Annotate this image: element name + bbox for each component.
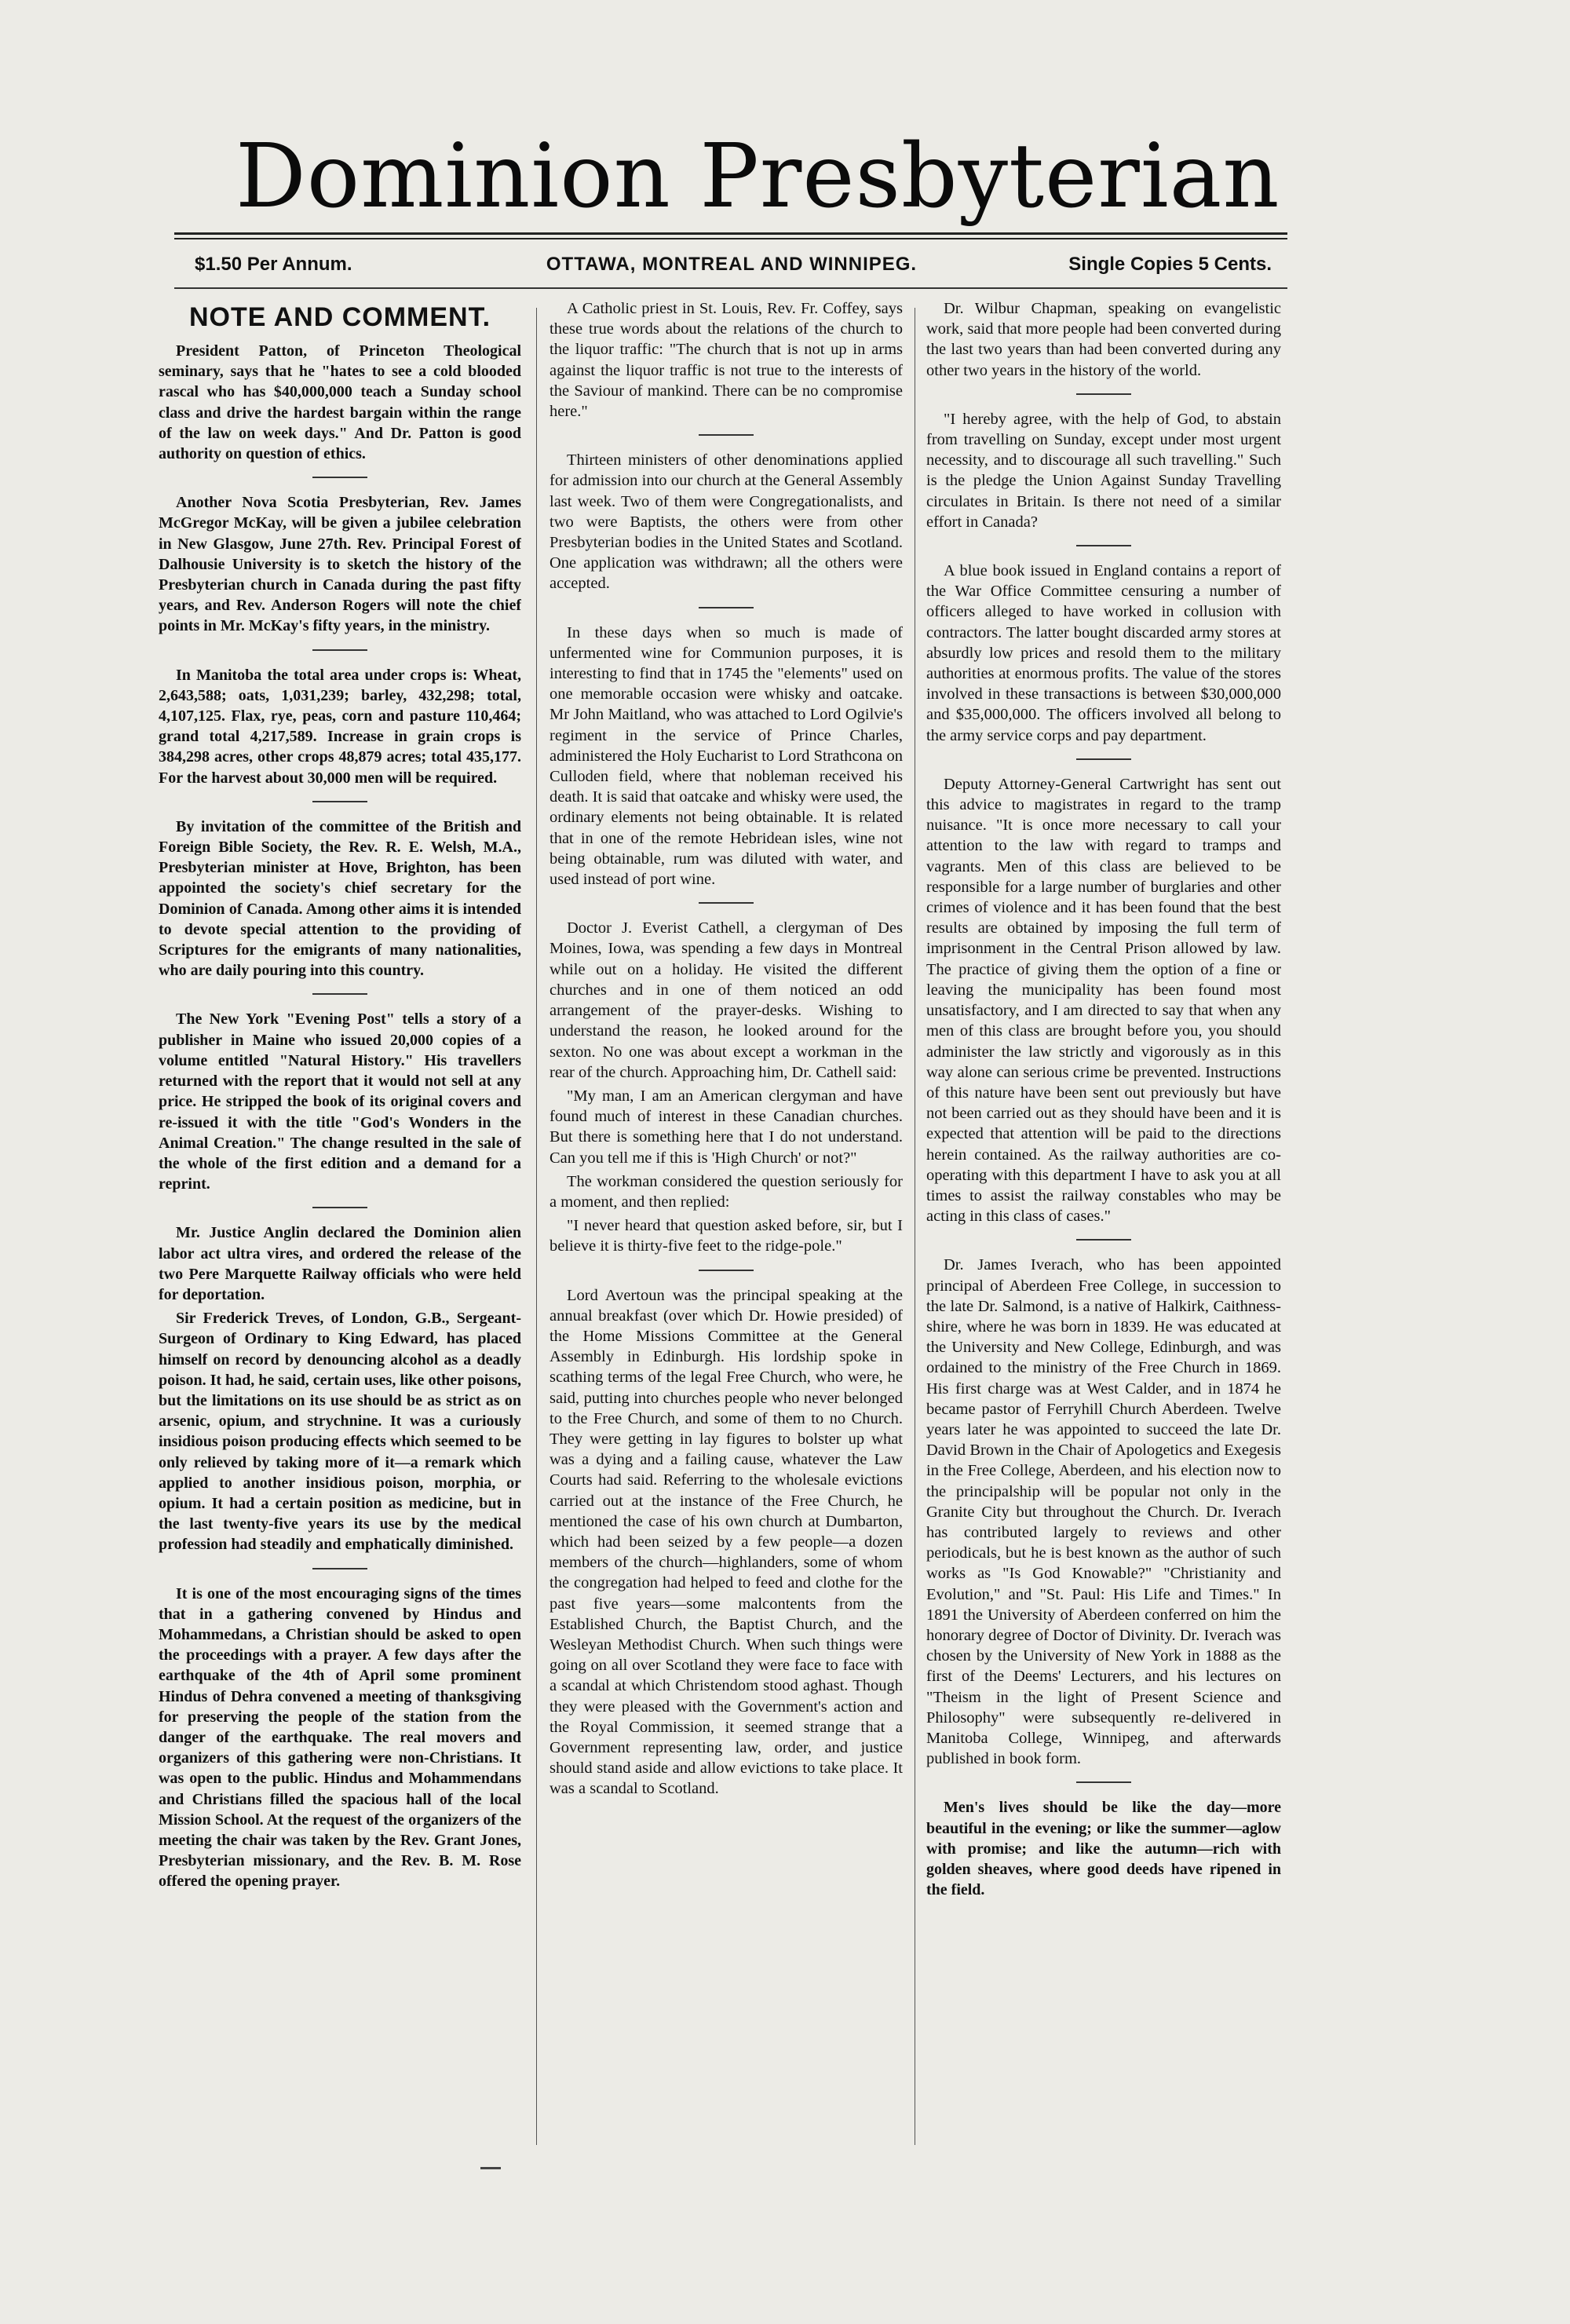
masthead-title: Dominion Presbyterian: [236, 126, 1280, 228]
subscription-price: $1.50 Per Annum.: [195, 254, 352, 275]
section-heading: NOTE AND COMMENT.: [188, 302, 491, 332]
article-paragraph: A blue book issued in England contains a report of the War Office Committee censuring a number of officers alleged to have worked in collusion with contractors. The latter bought discarded army stores at absurdly low prices and resold them to the military authorities at enormous profits. The value of the stores involved in these transactions is between $30,000,000 and $35,000,000. The officers involved all belong to the army service corps and pay department.: [926, 562, 1281, 744]
article-separator: [312, 1207, 367, 1208]
bottom-printer-mark: [480, 2167, 501, 2169]
article-separator: [312, 993, 367, 995]
article-paragraph: Doctor J. Everist Cathell, a clergyman of Des Moines, Iowa, was spending a few days in Montreal while out on a holiday. He visited the different churches and in one of them noticed an odd arrangement of the prayer-desks. Wishing to understand the reason, he looked around for the sexton. No one was about except a workman in the rear of the church. Approaching him, Dr. Cathell said:: [550, 919, 903, 1081]
column-1: [159, 298, 521, 2128]
article-paragraph: By invitation of the committee of the British and Foreign Bible Society, the Rev. R. E. Welsh, M.A., Presbyterian minister at Hove, Brighton, has been appointed the society's chief secretary for the Dominion of Canada. Among other aims it is intended to devote special attention to the providing of Scriptures for the emigrants of many nationalities, who are daily pouring into this country.: [159, 817, 521, 980]
article-paragraph: In these days when so much is made of unfermented wine for Communion purposes, it is interesting to find that in 1745 the "elements" used on one memorable occasion were whisky and oatcake. Mr John Maitland, who was attached to Lord Ogilvie's regiment in the service of Prince Charles, administered the Holy Eucharist to Lord Strathcona on Culloden field, where that nobleman received his death. It is said that oatcake and whisky were used, the ordinary elements not being obtainable. It is related that in one of the remote Hebridean isles, wine not being obtainable, rum was diluted with water, and used instead of port wine.: [550, 623, 903, 889]
article-paragraph: Dr. Wilbur Chapman, speaking on evangelistic work, said that more people had been converted during the last two years than had been converted during any other two years in the history of the world.: [926, 300, 1281, 379]
article-paragraph: It is one of the most encouraging signs of the times that in a gathering convened by Hindus and Mohammedans, a Christian should be asked to open the proceedings with a prayer. A few days after the earthquake of the 4th of April some prominent Hindus of Dehra convened a meeting of thanksgiving for preserving the people of the station from the danger of the earthquake. The real movers and organizers of this gathering were non-Christians. It was open to the public. Hindus and Mohammendans and Christians filled the spacious hall of the local Mission School. At the request of the organizers of the meeting the chair was taken by the Rev. Grant Jones, Presbyterian missionary, and the Rev. B. M. Rose offered the opening prayer.: [159, 1584, 521, 1891]
single-copy-price: Single Copies 5 Cents.: [1068, 254, 1272, 275]
article-paragraph: "I hereby agree, with the help of God, to abstain from travelling on Sunday, except under most urgent necessity, and to discourage all such travelling." Such is the pledge the Union Against Sunday Travelling circulates in Britain. Is there not need of a similar effort in Canada?: [926, 410, 1281, 531]
article-paragraph: A Catholic priest in St. Louis, Rev. Fr. Coffey, says these true words about the relations of the church to the liquor traffic: "The church that is not up in arms against the liquor traffic is not true to the interests of the Saviour of mankind. There can be no compromise here.": [550, 300, 903, 421]
article-paragraph: Deputy Attorney-General Cartwright has sent out this advice to magistrates in regard to the tramp nuisance. "It is once more necessary to call your attention to the law with regard to tramps and vagrants. Men of this class are believed to be responsible for a large number of burglaries and other crimes of violence and it has been found that the best results are obtained by imposing the full term of imprisonment in the Central Prison allowed by law. The practice of giving them the option of a fine or leaving the municipality has been found most unsatisfactory, and I am directed to say that when any men of this class are brought before you, you should administer the law strictly and vigorously as in this way alone can serious crime be prevented. Instructions of this nature have been sent out previously but have not been carried out as they should have been and it is expected that attention will be paid to the directions herein contained. As the railway authorities are co-operating with this department I have to ask you at all times to assist the railway constables who may be acting in this class of cases.": [926, 775, 1281, 1226]
article-paragraph: Sir Frederick Treves, of London, G.B., Sergeant-Surgeon of Ordinary to King Edward, has placed himself on record by denouncing alcohol as a deadly poison. It had, he said, certain uses, like other poisons, but the limitations on its use should be as strict as on arsenic, opium, and strychnine. It was a curiously insidious poison producing effects which seemed to be only relieved by taking more of it—a remark which applied to another insidious poison, morphia, or opium. It had a certain position as medicine, but in the last twenty-five years its use by the medical profession had steadily and emphatically diminished.: [159, 1310, 521, 1554]
article-separator: [1076, 1239, 1131, 1241]
article-paragraph: "My man, I am an American clergyman and have found much of interest in these Canadian churches. But there is something here that I do not understand. Can you tell me if this is 'High Church' or not?": [550, 1087, 903, 1167]
article-paragraph: Lord Avertoun was the principal speaking at the annual breakfast (over which Dr. Howie presided) of the Home Missions Committee at the General Assembly in Edinburgh. His lordship spoke in scathing terms of the legal Free Church, who were, he said, putting into churches people who never belonged to the Free Church, and some of them to no Church. They were getting in lay figures to bolster up what was a dying and a failing cause, whatever the Law Courts had said. Referring to the wholesale evictions carried out at the instance of the Free Church, he mentioned the case of his own church at Dumbarton, which had been seized by a few people—a dozen members of the church—highlanders, some of whom the congregation had helped to feed and clothe for the past five years—some malcontents from the Established Church, the Baptist Church, and the Wesleyan Methodist Church. When such things were going on all over Scotland they were face to face with a scandal at which Christendom stood aghast. Though they were pleased with the Government's action and the Royal Commission, it seemed strange that a Government representing law, order, and justice should stand aside and allow evictions to take place. It was a scandal to Scotland.: [550, 1286, 903, 1798]
article-separator: [312, 801, 367, 802]
masthead-info-line: [182, 245, 1280, 284]
article-paragraph: Another Nova Scotia Presbyterian, Rev. James McGregor McKay, will be given a jubilee celebration in New Glasgow, June 27th. Rev. Principal Forest of Dalhousie University is to sketch the history of the Presbyterian church in Canada during the past fifty years, and Rev. Anderson Rogers will note the chief points in Mr. McKay's fifty years, in the ministry.: [159, 494, 521, 635]
column-3: [926, 298, 1281, 2136]
article-separator: [1076, 545, 1131, 546]
article-paragraph: Mr. Justice Anglin declared the Dominion alien labor act ultra vires, and ordered the release of the two Pere Marquette Railway officials who were held for deportation.: [159, 1224, 521, 1303]
article-separator: [312, 477, 367, 478]
article-paragraph: "I never heard that question asked before, sir, but I believe it is thirty-five feet to the ridge-pole.": [550, 1217, 903, 1255]
article-separator: [1076, 758, 1131, 760]
masthead-rule-bottom: [174, 287, 1287, 289]
article-separator: [699, 434, 754, 436]
article-separator: [1076, 1781, 1131, 1783]
article-separator: [1076, 393, 1131, 395]
masthead-rule-top-thin: [174, 238, 1287, 239]
article-paragraph: Dr. James Iverach, who has been appointed principal of Aberdeen Free College, in succession to the late Dr. Salmond, is a native of Halkirk, Caithness-shire, where he was born in 1839. He was educated at the University and New College, Edinburgh, and was ordained to the ministry of the Free Church in 1869. His first charge was at West Calder, and in 1874 he became pastor of Ferryhill Church Aberdeen. Twelve years later he was appointed to succeed the late Dr. David Brown in the Chair of Apologetics and Exegesis in the Free College, Aberdeen, and his election now to the principalship will be popular not only in the Granite City but throughout the Church. Dr. Iverach has contributed largely to reviews and other periodicals, but he is best known as the author of such works as "Is God Knowable?" "Christianity and Evolution," and "St. Paul: His Life and Times." In 1891 the University of Aberdeen conferred on him the honorary degree of Doctor of Divinity. Dr. Iverach was chosen by the University of New York in 1888 as the first of the Deems' Lecturers, and his lectures on "Theism in the light of Present Science and Philosophy" were subsequently re-delivered in Manitoba College, Winnipeg, and afterwards published in book form.: [926, 1256, 1281, 1768]
publication-cities: OTTAWA, MONTREAL AND WINNIPEG.: [546, 254, 918, 275]
article-separator: [699, 902, 754, 904]
article-separator: [312, 649, 367, 651]
article-paragraph: Thirteen ministers of other denominations applied for admission into our church at the General Assembly last week. Two of them were Congregationalists, and two were Baptists, the others were from other Presbyterian bodies in the United States and Scotland. One application was withdrawn; all the others were accepted.: [550, 451, 903, 593]
article-paragraph: Men's lives should be like the day—more beautiful in the evening; or like the summer—aglow with promise; and like the autumn—rich with golden sheaves, where good deeds have ripened in the field.: [926, 1799, 1281, 1899]
article-separator: [312, 1568, 367, 1569]
column-2: [550, 298, 903, 2120]
article-paragraph: The workman considered the question seriously for a moment, and then replied:: [550, 1172, 903, 1211]
article-paragraph: President Patton, of Princeton Theological seminary, says that he "hates to see a cold blooded rascal who has $40,000,000 teach a Sunday school class and drive the hardest bargain within the range of the law on week days." And Dr. Patton is good authority on question of ethics.: [159, 342, 521, 463]
article-paragraph: In Manitoba the total area under crops is: Wheat, 2,643,588; oats, 1,031,239; barley, 432,298; total, 4,107,125. Flax, rye, peas, corn and pasture 110,464; grand total 4,217,589. Increase in grain crops is 384,298 acres, other crops 48,879 acres; total 435,177. For the harvest about 30,000 men will be required.: [159, 666, 521, 787]
masthead-rule-top: [174, 232, 1287, 235]
column-divider: [536, 308, 537, 2145]
article-paragraph: The New York "Evening Post" tells a story of a publisher in Maine who issued 20,000 copies of a volume entitled "Natural History." His travellers returned with the report that it would not sell at any price. He stripped the book of its original covers and re-issued it with the title "God's Wonders in the Animal Creation." The change resulted in the sale of the whole of the first edition and a demand for a reprint.: [159, 1010, 521, 1193]
article-separator: [699, 1270, 754, 1271]
article-separator: [699, 607, 754, 608]
